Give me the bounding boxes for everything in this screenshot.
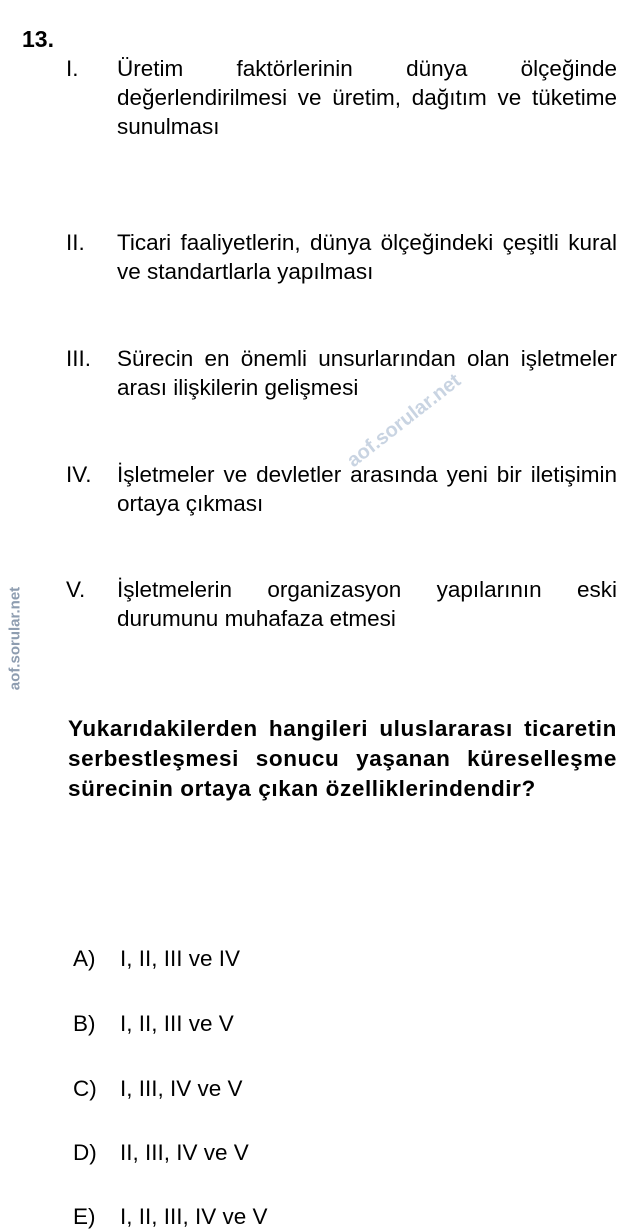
option-text: I, II, III, IV ve V: [120, 1204, 268, 1229]
statement-3: [66, 344, 617, 402]
watermark-diagonal: aof.sorular.net: [342, 369, 466, 472]
statement-text: Sürecin en önemli unsurlarından olan işletmeler arası ilişkilerin gelişmesi: [117, 346, 617, 400]
option-letter: E): [73, 1204, 96, 1229]
option-text: II, III, IV ve V: [120, 1140, 249, 1165]
option-a[interactable]: [73, 944, 641, 973]
watermark-side: aof.sorular.net: [6, 586, 24, 691]
statement-marker: II.: [66, 230, 85, 255]
statement-5: [66, 575, 617, 633]
statement-4: [66, 460, 617, 518]
statement-text: İşletmelerin organizasyon yapılarının eski durumunu muhafaza etmesi: [117, 577, 617, 631]
statement-text: İşletmeler ve devletler arasında yeni bir iletişimin ortaya çıkması: [117, 462, 617, 516]
option-e[interactable]: [73, 1202, 641, 1231]
statement-marker: III.: [66, 346, 92, 371]
option-letter: C): [73, 1076, 97, 1101]
statement-marker: IV.: [66, 462, 92, 487]
statement-2: [66, 228, 617, 286]
statement-1: [66, 54, 617, 141]
option-d[interactable]: [73, 1138, 641, 1167]
question-number: 13.: [22, 26, 54, 52]
option-c[interactable]: [73, 1074, 641, 1103]
option-text: I, III, IV ve V: [120, 1076, 243, 1101]
option-b[interactable]: [73, 1009, 641, 1038]
option-text: I, II, III ve IV: [120, 946, 241, 971]
statement-text: Üretim faktörlerinin dünya ölçeğinde değerlendirilmesi ve üretim, dağıtım ve tüketime sunulması: [117, 56, 617, 139]
option-letter: D): [73, 1140, 97, 1165]
option-letter: A): [73, 946, 96, 971]
option-text: I, II, III ve V: [120, 1011, 234, 1036]
question-stem: Yukarıdakilerden hangileri uluslararası ticaretin serbestleşmesi sonucu yaşanan küreselleşme sürecinin ortaya çıkan özelliklerindendir?: [68, 716, 617, 801]
statement-text: Ticari faaliyetlerin, dünya ölçeğindeki çeşitli kural ve standartlarla yapılması: [117, 230, 617, 284]
option-letter: B): [73, 1011, 96, 1036]
statement-marker: V.: [66, 577, 86, 602]
statement-marker: I.: [66, 56, 79, 81]
